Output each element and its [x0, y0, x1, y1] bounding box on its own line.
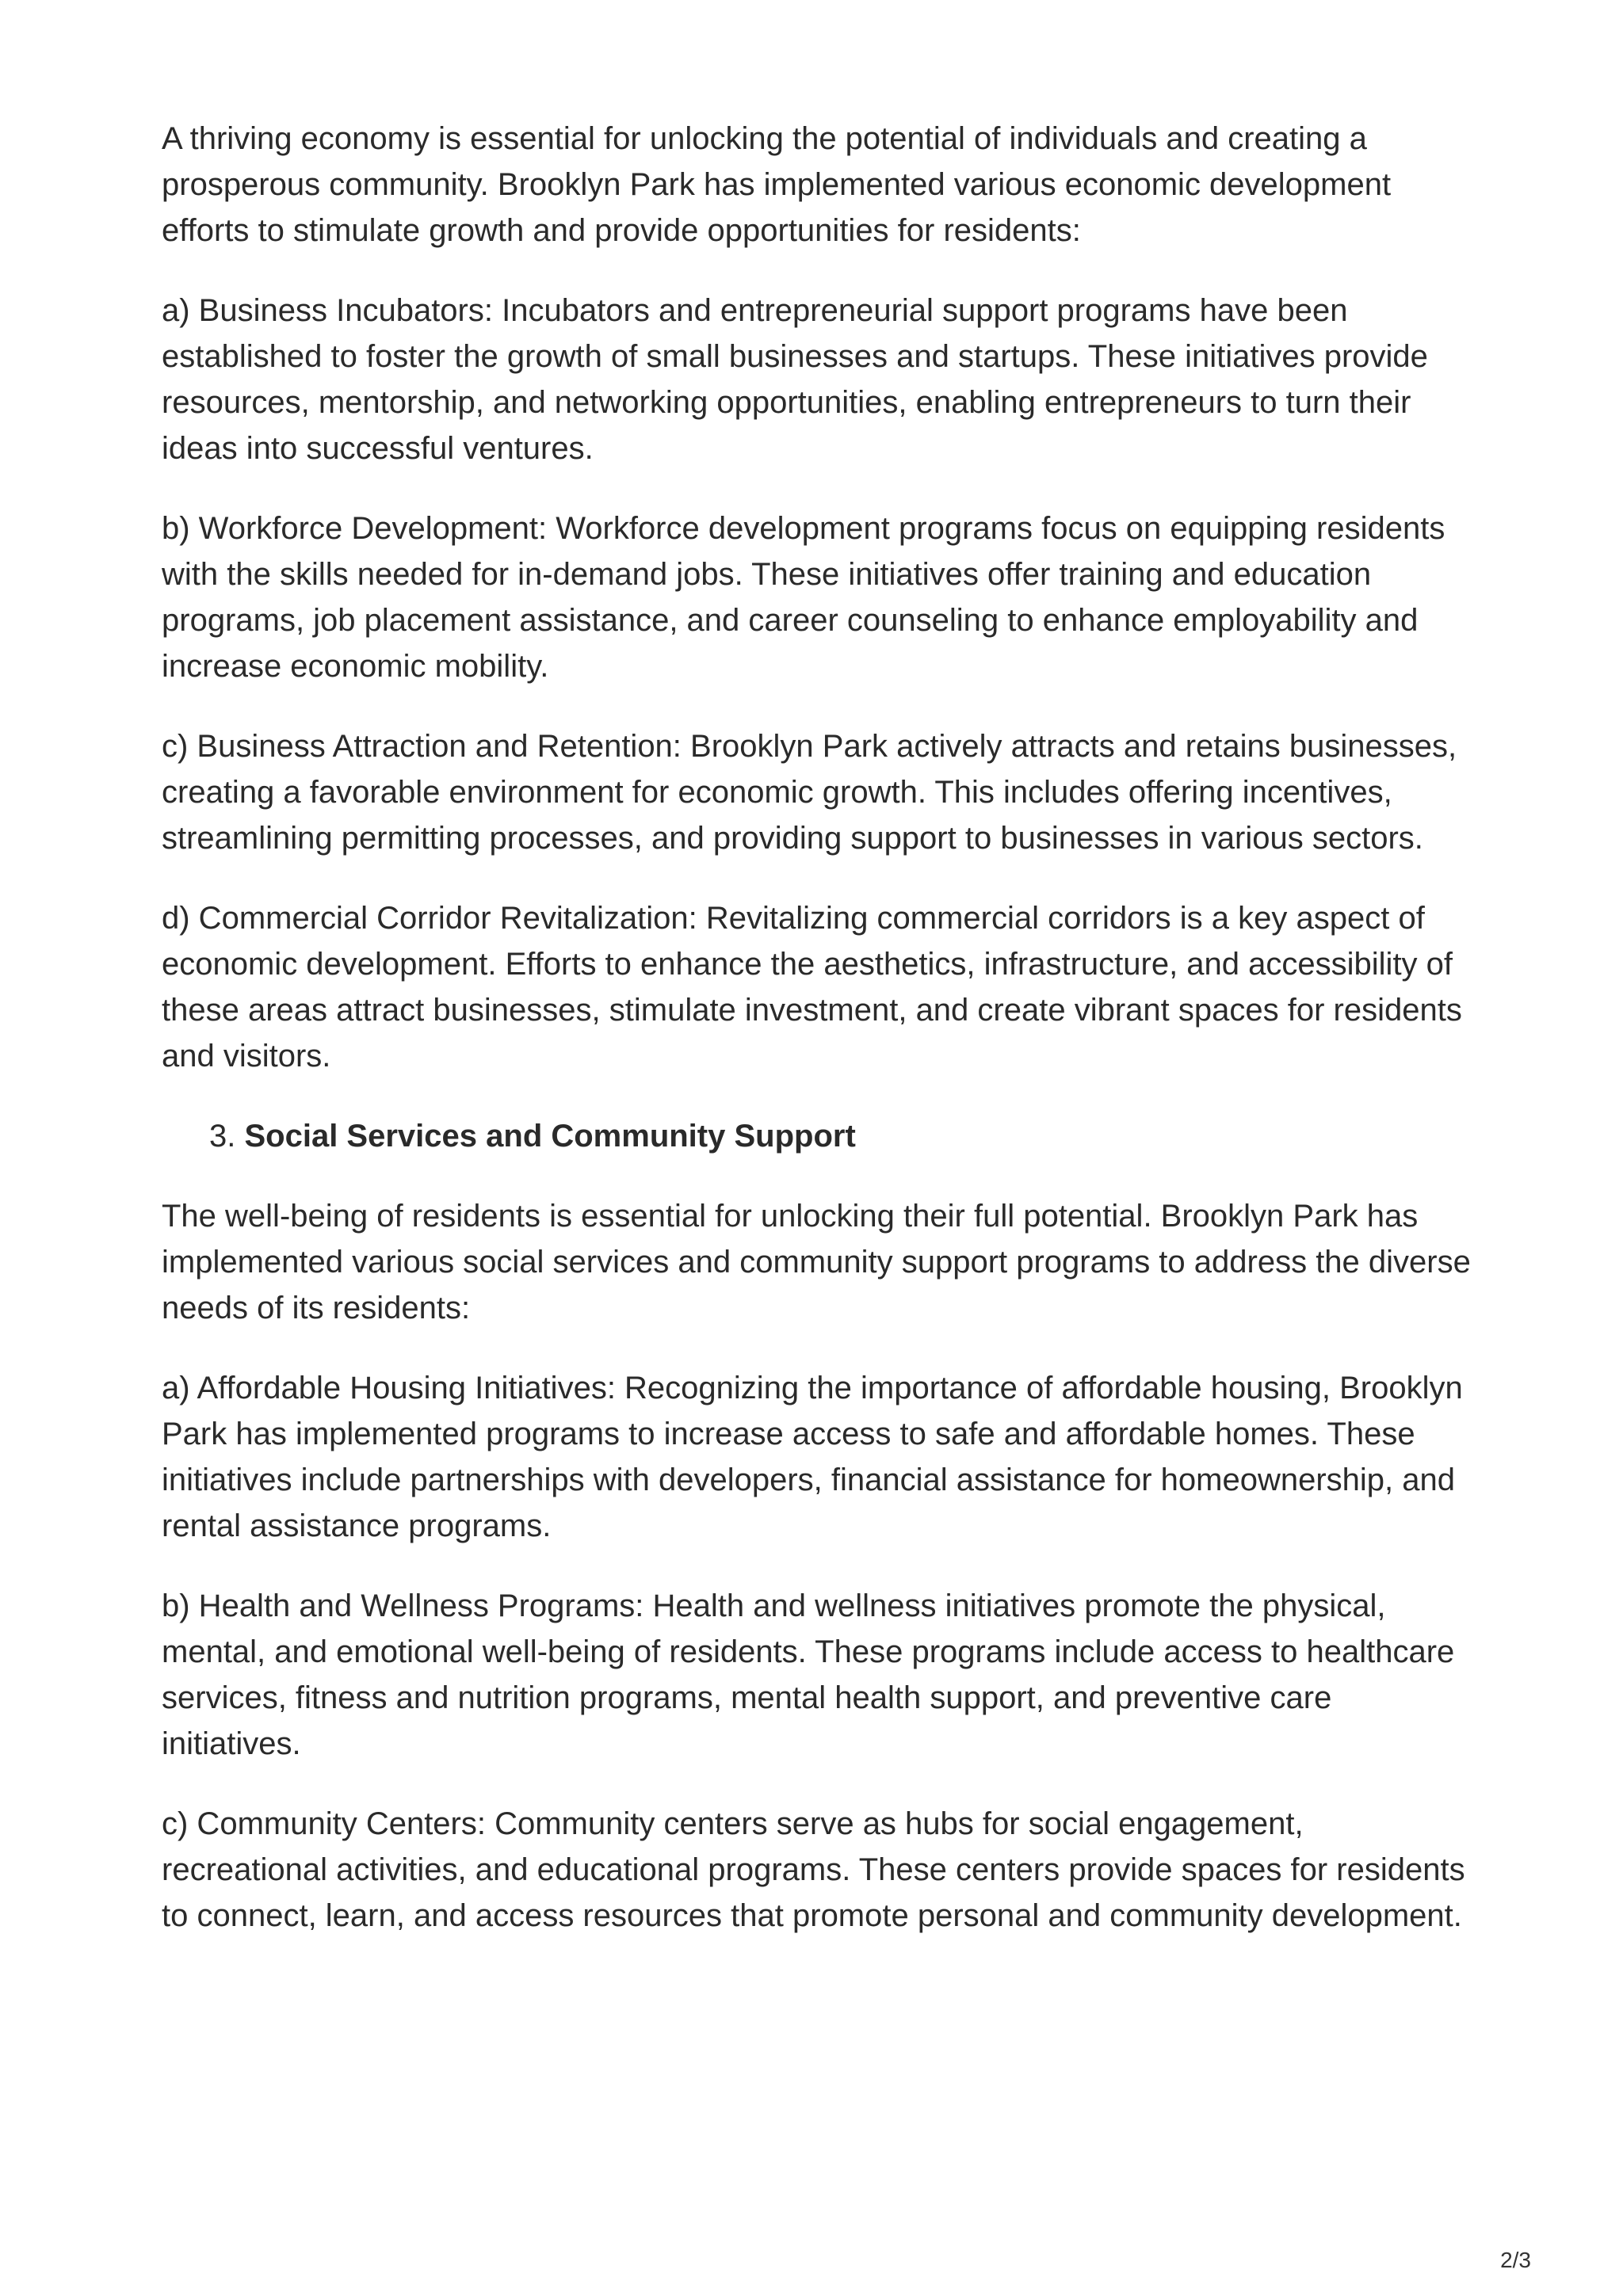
social-services-intro-paragraph: The well-being of residents is essential for unlocking their full potential. Brooklyn Park has implemented various social services and community support programs to address the diverse needs of its residents:	[162, 1199, 1471, 1325]
business-incubators-paragraph: a) Business Incubators: Incubators and entrepreneurial support programs have been established to foster the growth of small businesses and startups. These initiatives provide resources, mentorship, and networking opportunities, enabling entrepreneurs to turn their ideas into successful ventures.	[162, 293, 1428, 466]
health-wellness-paragraph: b) Health and Wellness Programs: Health and wellness initiatives promote the physical, mental, and emotional well-being of residents. These programs include access to healthcare services, fitness and nutrition programs, mental health support, and preventive care initiatives.	[162, 1589, 1455, 1761]
section-heading	[162, 1113, 1477, 1159]
page-number: 2/3	[1500, 2248, 1531, 2272]
community-centers-paragraph: c) Community Centers: Community centers serve as hubs for social engagement, recreational activities, and educational programs. These centers provide spaces for residents to connect, learn, and access resources that promote personal and community development.	[162, 1806, 1465, 1933]
business-attraction-paragraph: c) Business Attraction and Retention: Brooklyn Park actively attracts and retains businesses, creating a favorable environment for economic growth. This includes offering incentives, streamlining permitting processes, and providing support to businesses in various sectors.	[162, 729, 1457, 856]
workforce-development-paragraph: b) Workforce Development: Workforce development programs focus on equipping residents with the skills needed for in-demand jobs. These initiatives offer training and education programs, job placement assistance, and career counseling to enhance employability and increase economic mobility.	[162, 511, 1445, 684]
section-number: 3.	[209, 1119, 245, 1154]
affordable-housing-paragraph: a) Affordable Housing Initiatives: Recognizing the importance of affordable housing, Brooklyn Park has implemented programs to increase access to safe and affordable homes. These initiatives include partnerships with developers, financial assistance for homeownership, and rental assistance programs.	[162, 1371, 1463, 1543]
section-title: Social Services and Community Support	[244, 1119, 856, 1154]
document-page	[162, 116, 1477, 1973]
intro-paragraph: A thriving economy is essential for unlocking the potential of individuals and creating a prosperous community. Brooklyn Park has implemented various economic development efforts to stimulate growth and provide opportunities for residents:	[162, 121, 1392, 248]
corridor-revitalization-paragraph: d) Commercial Corridor Revitalization: Revitalizing commercial corridors is a key aspect of economic development. Efforts to enhance the aesthetics, infrastructure, and accessibility of these areas attract businesses, stimulate investment, and create vibrant spaces for residents and visitors.	[162, 901, 1462, 1074]
